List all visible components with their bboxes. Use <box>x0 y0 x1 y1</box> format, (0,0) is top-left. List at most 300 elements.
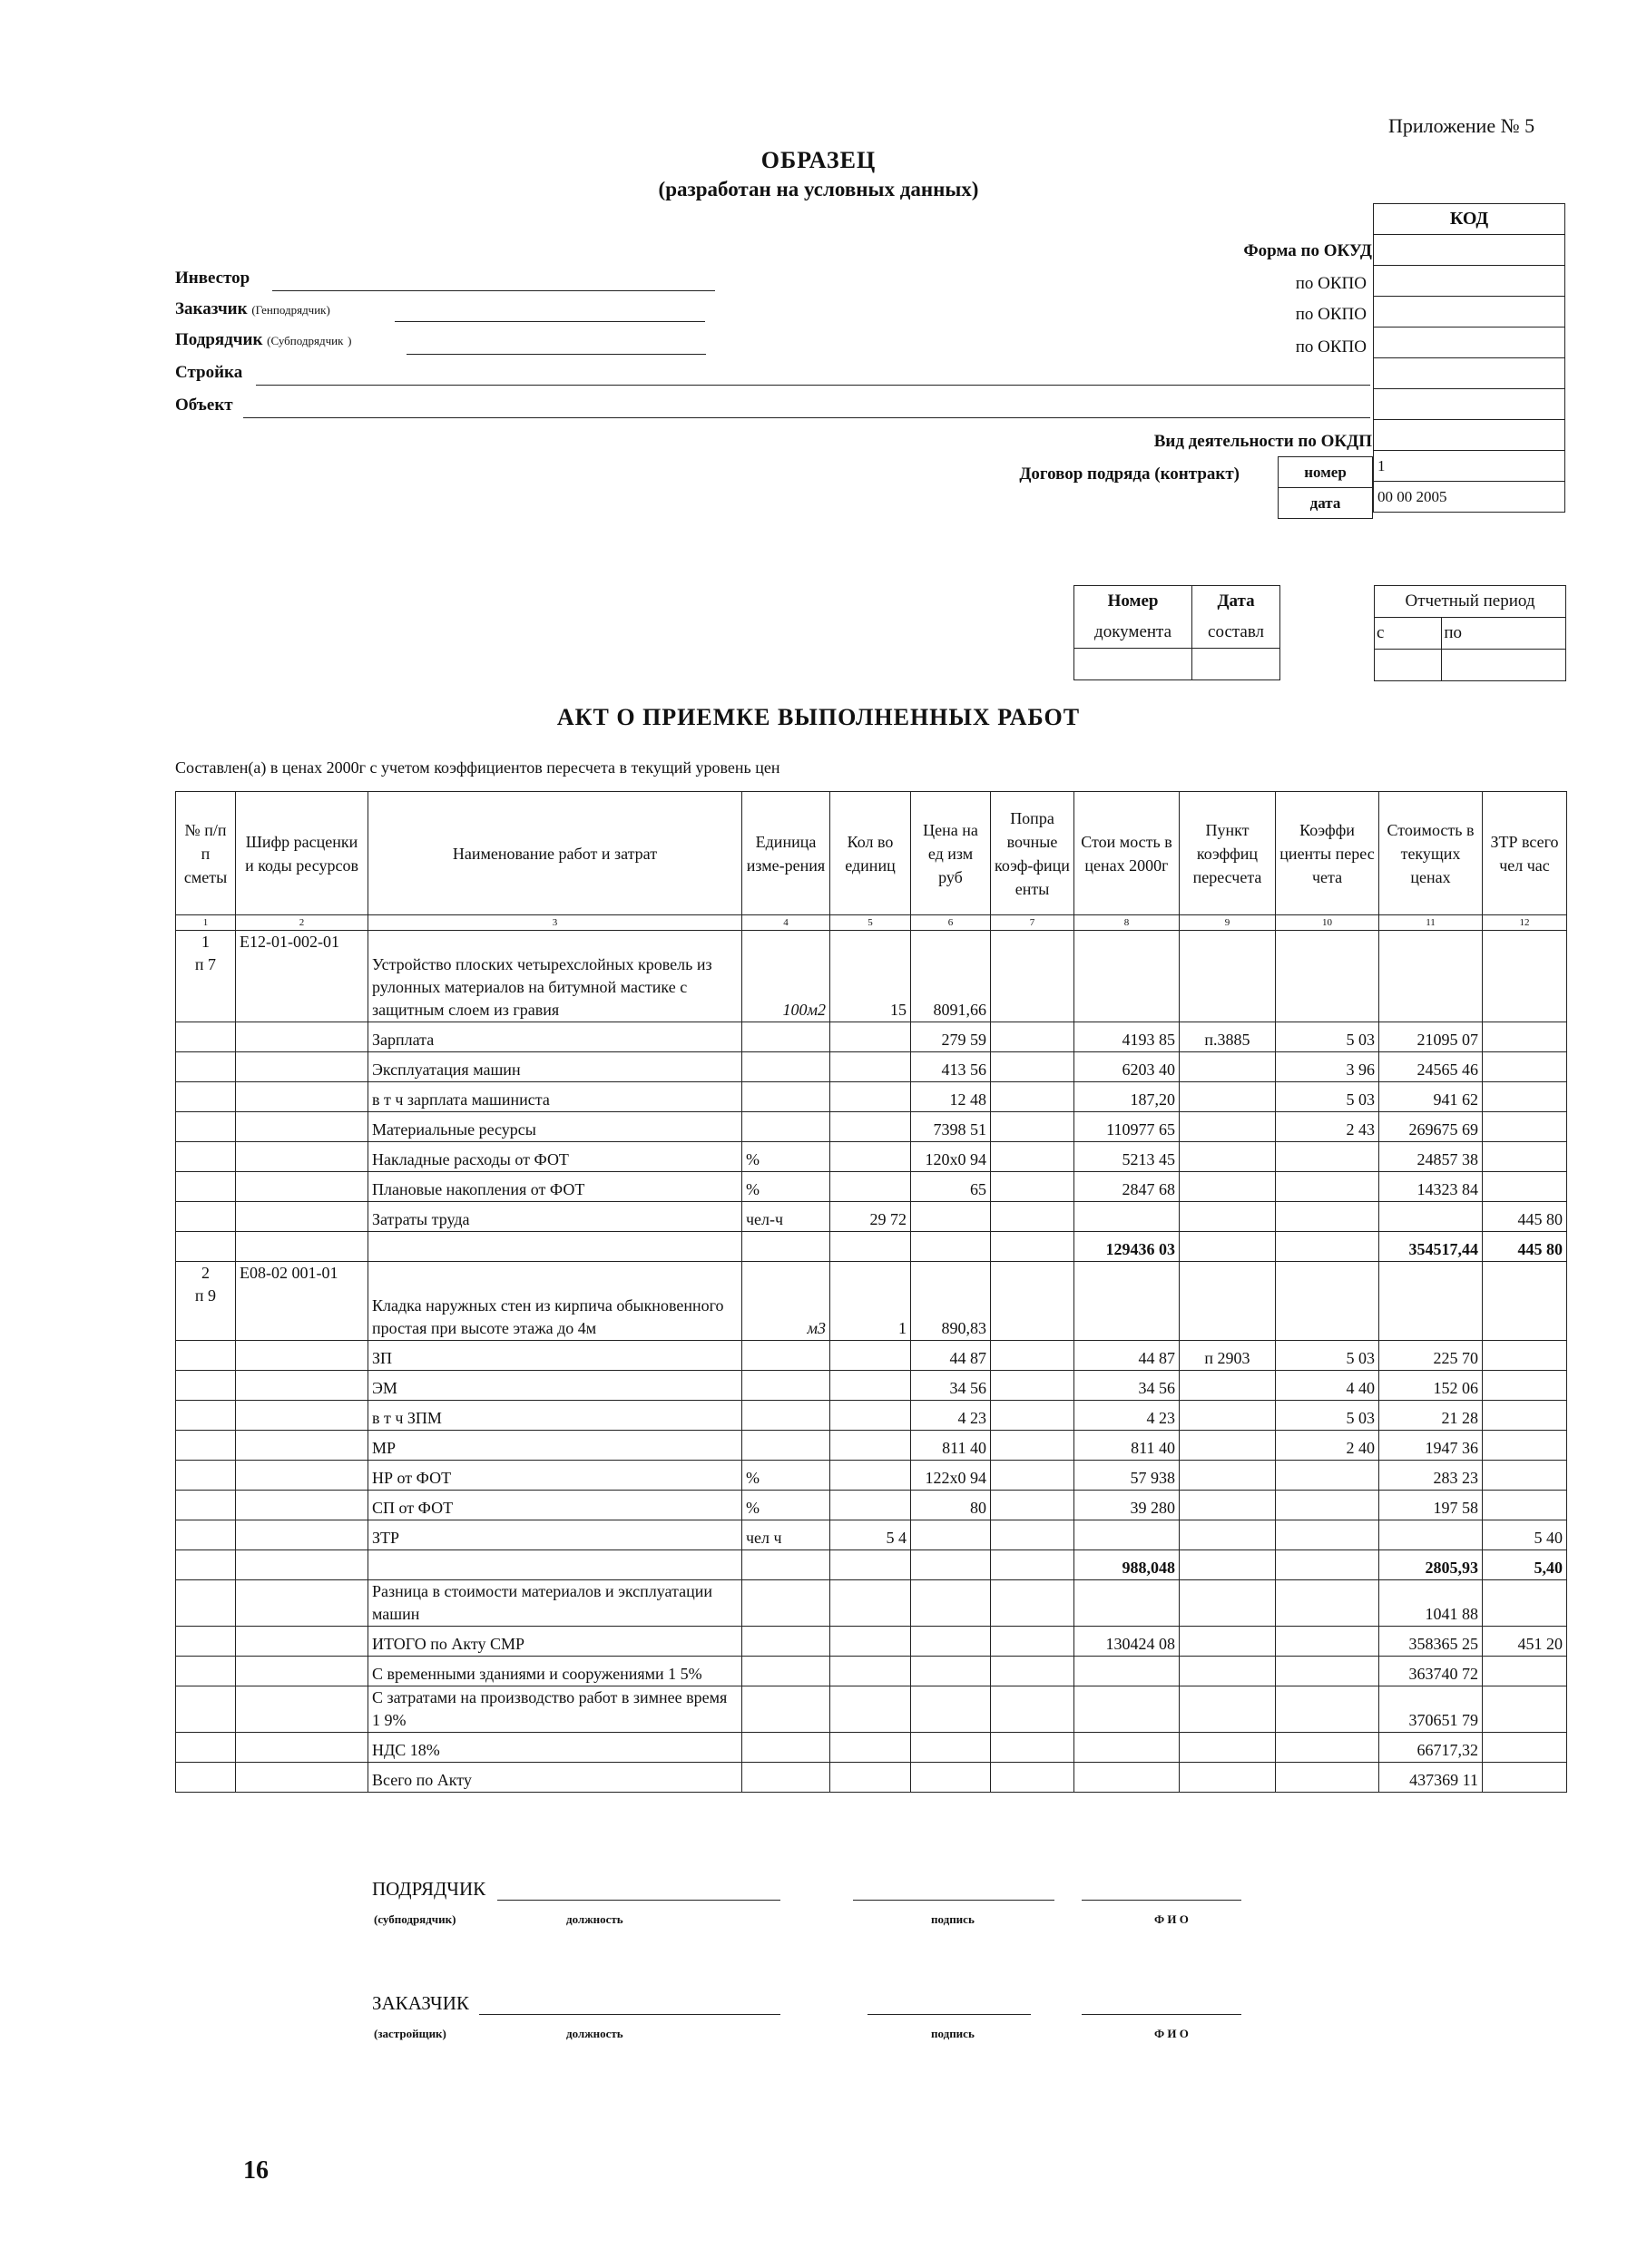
cell-name: Всего по Акту <box>368 1763 742 1793</box>
customer-signature-line <box>868 2014 1031 2015</box>
cell-ztr <box>1483 1733 1567 1763</box>
cell-corr <box>991 1520 1074 1550</box>
contractor-label: Подрядчик (Субподрядчик ) <box>175 330 352 349</box>
contractor-fio-caption: Ф И О <box>1154 1912 1189 1926</box>
period-to-value[interactable] <box>1442 650 1566 681</box>
cell-ztr <box>1483 1172 1567 1202</box>
cell-code <box>236 1491 368 1520</box>
cell-cost2000 <box>1074 1580 1180 1627</box>
cell-qty: 1 <box>830 1262 911 1341</box>
cell-name: СП от ФОТ <box>368 1491 742 1520</box>
period-box <box>1374 585 1566 681</box>
column-number: 9 <box>1180 915 1276 931</box>
cell-coef <box>1276 1520 1379 1550</box>
cell-ztr <box>1483 1461 1567 1491</box>
cell-name: НР от ФОТ <box>368 1461 742 1491</box>
cell-qty <box>830 1341 911 1371</box>
contractor-fio-line <box>1082 1900 1241 1901</box>
okud-value[interactable] <box>1374 235 1565 266</box>
table-row <box>176 1431 1567 1461</box>
cell-coef <box>1276 1627 1379 1657</box>
cell-coef <box>1276 1202 1379 1232</box>
okpo-value-2[interactable] <box>1374 297 1565 327</box>
cell-price <box>911 1763 991 1793</box>
cell-cost2000: 4 23 <box>1074 1401 1180 1431</box>
period-from-value[interactable] <box>1375 650 1442 681</box>
column-number: 4 <box>742 915 830 931</box>
table-row <box>176 1172 1567 1202</box>
cell-unit: 100м2 <box>742 931 830 1022</box>
cell-num <box>176 1082 236 1112</box>
composed-note: Составлен(а) в ценах 2000г с учетом коэффициентов пересчета в текущий уровень цен <box>175 758 780 777</box>
cell-point: п.3885 <box>1180 1022 1276 1052</box>
cell-current: 21095 07 <box>1379 1022 1483 1052</box>
object-line <box>243 417 1370 418</box>
cell-qty <box>830 1082 911 1112</box>
cell-cost2000: 4193 85 <box>1074 1022 1180 1052</box>
cell-name: Устройство плоских четырехслойных кровель из рулонных материалов на битумной мастике с защитным слоем из гравия <box>368 931 742 1022</box>
cell-point <box>1180 1172 1276 1202</box>
works-table <box>175 791 1567 1793</box>
cell-unit <box>742 1763 830 1793</box>
cell-corr <box>991 1112 1074 1142</box>
cell-qty <box>830 1232 911 1262</box>
cell-num <box>176 1112 236 1142</box>
cell-code <box>236 1142 368 1172</box>
cell-corr <box>991 1202 1074 1232</box>
cell-code <box>236 1580 368 1627</box>
contract-number-value[interactable]: 1 <box>1374 451 1565 482</box>
doc-number-value[interactable] <box>1074 649 1192 680</box>
cell-cost2000 <box>1074 1686 1180 1733</box>
cell-point <box>1180 1733 1276 1763</box>
cell-price: 8091,66 <box>911 931 991 1022</box>
cell-qty <box>830 1401 911 1431</box>
cell-num <box>176 1431 236 1461</box>
cell-price: 34 56 <box>911 1371 991 1401</box>
cell-name: ИТОГО по Акту СМР <box>368 1627 742 1657</box>
cell-current: 1947 36 <box>1379 1431 1483 1461</box>
cell-ztr <box>1483 1763 1567 1793</box>
cell-name: в т ч ЗПМ <box>368 1401 742 1431</box>
cell-unit: чел-ч <box>742 1202 830 1232</box>
cell-current <box>1379 1202 1483 1232</box>
cell-coef <box>1276 1142 1379 1172</box>
cell-coef: 5 03 <box>1276 1082 1379 1112</box>
cell-coef: 5 03 <box>1276 1341 1379 1371</box>
cell-point <box>1180 1550 1276 1580</box>
table-row <box>176 1401 1567 1431</box>
cell-corr <box>991 1763 1074 1793</box>
cell-coef: 2 40 <box>1276 1431 1379 1461</box>
cell-ztr <box>1483 1580 1567 1627</box>
cell-code <box>236 1657 368 1686</box>
cell-current: 225 70 <box>1379 1341 1483 1371</box>
cell-qty <box>830 1550 911 1580</box>
cell-coef: 4 40 <box>1276 1371 1379 1401</box>
cell-qty <box>830 1052 911 1082</box>
column-number: 8 <box>1074 915 1180 931</box>
table-row <box>176 1550 1567 1580</box>
table-row <box>176 1686 1567 1733</box>
cell-code <box>236 1371 368 1401</box>
cell-current: 21 28 <box>1379 1401 1483 1431</box>
cell-code <box>236 1550 368 1580</box>
cell-corr <box>991 931 1074 1022</box>
cell-code <box>236 1341 368 1371</box>
contractor-position-line <box>497 1900 780 1901</box>
cell-current <box>1379 1262 1483 1341</box>
header-code: Шифр расценки и коды ресурсов <box>236 792 368 915</box>
column-number: 5 <box>830 915 911 931</box>
customer-line <box>395 321 705 322</box>
cell-qty: 15 <box>830 931 911 1022</box>
code-header: КОД <box>1374 204 1565 235</box>
cell-price <box>911 1202 991 1232</box>
period-from-label: с <box>1375 618 1442 650</box>
cell-code <box>236 1461 368 1491</box>
column-number: 12 <box>1483 915 1567 931</box>
cell-current: 24857 38 <box>1379 1142 1483 1172</box>
cell-code <box>236 1172 368 1202</box>
cell-num <box>176 1657 236 1686</box>
cell-name: НДС 18% <box>368 1733 742 1763</box>
cell-price: 122х0 94 <box>911 1461 991 1491</box>
cell-cost2000 <box>1074 1733 1180 1763</box>
cell-ztr <box>1483 1657 1567 1686</box>
table-row <box>176 931 1567 1022</box>
sample-title: ОБРАЗЕЦ <box>760 147 877 173</box>
cell-corr <box>991 1232 1074 1262</box>
cell-unit <box>742 1686 830 1733</box>
cell-name <box>368 1232 742 1262</box>
cell-qty <box>830 1112 911 1142</box>
header-cost2000: Стои мость в ценах 2000г <box>1074 792 1180 915</box>
cell-price <box>911 1520 991 1550</box>
cell-qty: 29 72 <box>830 1202 911 1232</box>
cell-qty: 5 4 <box>830 1520 911 1550</box>
cell-num <box>176 1686 236 1733</box>
table-row <box>176 1341 1567 1371</box>
cell-corr <box>991 1580 1074 1627</box>
cell-unit <box>742 1580 830 1627</box>
cell-corr <box>991 1627 1074 1657</box>
cell-coef: 5 03 <box>1276 1022 1379 1052</box>
period-to-label: по <box>1442 618 1566 650</box>
cell-qty <box>830 1461 911 1491</box>
cell-ztr <box>1483 1491 1567 1520</box>
cell-code <box>236 1431 368 1461</box>
column-number: 11 <box>1379 915 1483 931</box>
cell-ztr <box>1483 1401 1567 1431</box>
cell-name: Зарплата <box>368 1022 742 1052</box>
cell-num <box>176 1763 236 1793</box>
contract-label: Договор подряда (контракт) <box>1019 464 1240 484</box>
cell-cost2000: 129436 03 <box>1074 1232 1180 1262</box>
cell-price <box>911 1657 991 1686</box>
cell-name: ЭМ <box>368 1371 742 1401</box>
cell-unit <box>742 1733 830 1763</box>
okpo-label-2: по ОКПО <box>1295 305 1367 324</box>
cell-point <box>1180 1657 1276 1686</box>
cell-cost2000 <box>1074 1763 1180 1793</box>
cell-current <box>1379 1520 1483 1550</box>
column-number: 7 <box>991 915 1074 931</box>
cell-code <box>236 1401 368 1431</box>
cell-current: 363740 72 <box>1379 1657 1483 1686</box>
cell-ztr <box>1483 1022 1567 1052</box>
cell-unit: % <box>742 1142 830 1172</box>
cell-ztr <box>1483 1262 1567 1341</box>
cell-code <box>236 1733 368 1763</box>
construction-line <box>256 385 1370 386</box>
table-row <box>176 1763 1567 1793</box>
cell-coef <box>1276 1733 1379 1763</box>
cell-cost2000: 130424 08 <box>1074 1627 1180 1657</box>
page-number: 16 <box>243 2156 269 2185</box>
cell-current: 437369 11 <box>1379 1763 1483 1793</box>
cell-cost2000: 6203 40 <box>1074 1052 1180 1082</box>
cell-qty <box>830 1022 911 1052</box>
customer-position-line <box>479 2014 780 2015</box>
cell-name: Накладные расходы от ФОТ <box>368 1142 742 1172</box>
cell-num <box>176 1371 236 1401</box>
table-row <box>176 1232 1567 1262</box>
cell-unit <box>742 1657 830 1686</box>
contractor-signature-line <box>853 1900 1054 1901</box>
customer-position-caption: должность <box>566 2027 623 2040</box>
cell-current: 1041 88 <box>1379 1580 1483 1627</box>
cell-current: 370651 79 <box>1379 1686 1483 1733</box>
cell-num <box>176 1052 236 1082</box>
header-num: № п/п п сметы <box>176 792 236 915</box>
cell-unit: % <box>742 1172 830 1202</box>
okpo-value-1[interactable] <box>1374 266 1565 297</box>
cell-current: 66717,32 <box>1379 1733 1483 1763</box>
customer-label: Заказчик (Генподрядчик) <box>175 299 330 318</box>
doc-number-label-1: Номер <box>1074 586 1192 618</box>
okdp-label: Вид деятельности по ОКДП <box>1153 432 1372 451</box>
sample-subtitle: (разработан на условных данных) <box>658 178 979 200</box>
cell-code <box>236 1112 368 1142</box>
cell-code <box>236 1202 368 1232</box>
cell-coef <box>1276 1763 1379 1793</box>
cell-corr <box>991 1262 1074 1341</box>
cell-name: Плановые накопления от ФОТ <box>368 1172 742 1202</box>
contract-number-label: номер <box>1279 457 1373 488</box>
cell-ztr: 5,40 <box>1483 1550 1567 1580</box>
cell-corr <box>991 1431 1074 1461</box>
cell-unit: % <box>742 1491 830 1520</box>
cell-ztr <box>1483 1052 1567 1082</box>
cell-corr <box>991 1052 1074 1082</box>
table-row <box>176 1580 1567 1627</box>
column-number: 2 <box>236 915 368 931</box>
cell-ztr <box>1483 931 1567 1022</box>
cell-cost2000: 988,048 <box>1074 1550 1180 1580</box>
cell-name: ЗП <box>368 1341 742 1371</box>
cell-qty <box>830 1371 911 1401</box>
cell-corr <box>991 1550 1074 1580</box>
header-ztr: ЗТР всего чел час <box>1483 792 1567 915</box>
doc-date-value[interactable] <box>1192 649 1280 680</box>
doc-date-label-2: составл <box>1192 617 1280 649</box>
cell-coef <box>1276 1686 1379 1733</box>
cell-num: 1 п 7 <box>176 931 236 1022</box>
investor-label: Инвестор <box>175 269 250 288</box>
contractor-line <box>407 354 706 355</box>
cell-point <box>1180 1763 1276 1793</box>
cell-num <box>176 1627 236 1657</box>
cell-cost2000: 187,20 <box>1074 1082 1180 1112</box>
cell-ztr <box>1483 1082 1567 1112</box>
cell-cost2000 <box>1074 1262 1180 1341</box>
cell-point <box>1180 1371 1276 1401</box>
cell-price <box>911 1733 991 1763</box>
cell-qty <box>830 1491 911 1520</box>
cell-cost2000 <box>1074 1520 1180 1550</box>
header-corr: Попра вочные коэф-фици енты <box>991 792 1074 915</box>
customer-fio-caption: Ф И О <box>1154 2027 1189 2040</box>
cell-coef: 5 03 <box>1276 1401 1379 1431</box>
table-row <box>176 1461 1567 1491</box>
cell-price: 44 87 <box>911 1341 991 1371</box>
cell-coef <box>1276 1232 1379 1262</box>
cell-code <box>236 1520 368 1550</box>
contract-date-value[interactable]: 00 00 2005 <box>1374 482 1565 513</box>
cell-price <box>911 1232 991 1262</box>
column-number: 3 <box>368 915 742 931</box>
contractor-note: (субподрядчик) <box>374 1912 456 1926</box>
header-qty: Кол во единиц <box>830 792 911 915</box>
cell-cost2000: 811 40 <box>1074 1431 1180 1461</box>
cell-coef: 2 43 <box>1276 1112 1379 1142</box>
act-title: АКТ О ПРИЕМКЕ ВЫПОЛНЕННЫХ РАБОТ <box>556 704 1081 730</box>
cell-unit <box>742 1112 830 1142</box>
cell-price: 120х0 94 <box>911 1142 991 1172</box>
cell-code <box>236 1022 368 1052</box>
table-row <box>176 1082 1567 1112</box>
cell-name: С временными зданиями и сооружениями 1 5% <box>368 1657 742 1686</box>
doc-date-label-1: Дата <box>1192 586 1280 618</box>
cell-ztr: 445 80 <box>1483 1202 1567 1232</box>
cell-point <box>1180 1052 1276 1082</box>
cell-cost2000: 57 938 <box>1074 1461 1180 1491</box>
cell-num <box>176 1401 236 1431</box>
column-number: 1 <box>176 915 236 931</box>
object-label: Объект <box>175 396 233 415</box>
cell-price <box>911 1627 991 1657</box>
cell-code: Е12-01-002-01 <box>236 931 368 1022</box>
cell-current: 14323 84 <box>1379 1172 1483 1202</box>
cell-code <box>236 1686 368 1733</box>
cell-unit <box>742 1371 830 1401</box>
cell-name: Кладка наружных стен из кирпича обыкновенного простая при высоте этажа до 4м <box>368 1262 742 1341</box>
cell-price: 890,83 <box>911 1262 991 1341</box>
cell-cost2000: 110977 65 <box>1074 1112 1180 1142</box>
construction-code[interactable] <box>1374 358 1565 389</box>
header-unit: Единица изме-рения <box>742 792 830 915</box>
okpo-value-3[interactable] <box>1374 327 1565 358</box>
table-row <box>176 1142 1567 1172</box>
cell-code <box>236 1763 368 1793</box>
object-code[interactable] <box>1374 389 1565 420</box>
cell-unit <box>742 1232 830 1262</box>
cell-price: 413 56 <box>911 1052 991 1082</box>
okud-label: Форма по ОКУД <box>1243 241 1372 260</box>
cell-current: 269675 69 <box>1379 1112 1483 1142</box>
cell-num <box>176 1172 236 1202</box>
cell-coef <box>1276 1461 1379 1491</box>
construction-label: Стройка <box>175 363 243 382</box>
cell-corr <box>991 1491 1074 1520</box>
cell-name: ЗТР <box>368 1520 742 1550</box>
header-coef: Коэффи циенты перес чета <box>1276 792 1379 915</box>
cell-unit: % <box>742 1461 830 1491</box>
cell-current: 358365 25 <box>1379 1627 1483 1657</box>
cell-ztr <box>1483 1686 1567 1733</box>
cell-corr <box>991 1461 1074 1491</box>
cell-qty <box>830 1686 911 1733</box>
cell-qty <box>830 1142 911 1172</box>
cell-coef <box>1276 1491 1379 1520</box>
cell-unit <box>742 1022 830 1052</box>
table-row <box>176 1520 1567 1550</box>
cell-current: 197 58 <box>1379 1491 1483 1520</box>
header-price: Цена на ед изм руб <box>911 792 991 915</box>
cell-coef <box>1276 1550 1379 1580</box>
cell-point <box>1180 1627 1276 1657</box>
cell-corr <box>991 1401 1074 1431</box>
investor-line <box>272 290 715 291</box>
table-row <box>176 1657 1567 1686</box>
customer-fio-line <box>1082 2014 1241 2015</box>
cell-qty <box>830 1657 911 1686</box>
cell-unit: чел ч <box>742 1520 830 1550</box>
cell-price: 4 23 <box>911 1401 991 1431</box>
cell-ztr <box>1483 1371 1567 1401</box>
document-box <box>1073 585 1280 680</box>
cell-coef <box>1276 1657 1379 1686</box>
cell-corr <box>991 1082 1074 1112</box>
cell-unit <box>742 1082 830 1112</box>
cell-qty <box>830 1763 911 1793</box>
cell-cost2000: 34 56 <box>1074 1371 1180 1401</box>
cell-unit <box>742 1401 830 1431</box>
cell-price: 279 59 <box>911 1022 991 1052</box>
cell-price: 7398 51 <box>911 1112 991 1142</box>
appendix-label: Приложение № 5 <box>1388 114 1535 137</box>
cell-price: 65 <box>911 1172 991 1202</box>
header-current: Стоимость в текущих ценах <box>1379 792 1483 915</box>
cell-cost2000: 2847 68 <box>1074 1172 1180 1202</box>
cell-unit <box>742 1550 830 1580</box>
cell-name: в т ч зарплата машиниста <box>368 1082 742 1112</box>
cell-point <box>1180 1520 1276 1550</box>
okdp-value[interactable] <box>1374 420 1565 451</box>
column-number: 6 <box>911 915 991 931</box>
cell-cost2000 <box>1074 931 1180 1022</box>
okpo-label-3: по ОКПО <box>1295 337 1367 357</box>
table-row <box>176 1052 1567 1082</box>
column-number: 10 <box>1276 915 1379 931</box>
cell-num <box>176 1520 236 1550</box>
cell-current: 24565 46 <box>1379 1052 1483 1082</box>
table-row <box>176 1627 1567 1657</box>
cell-current: 152 06 <box>1379 1371 1483 1401</box>
cell-qty <box>830 1172 911 1202</box>
cell-qty <box>830 1733 911 1763</box>
